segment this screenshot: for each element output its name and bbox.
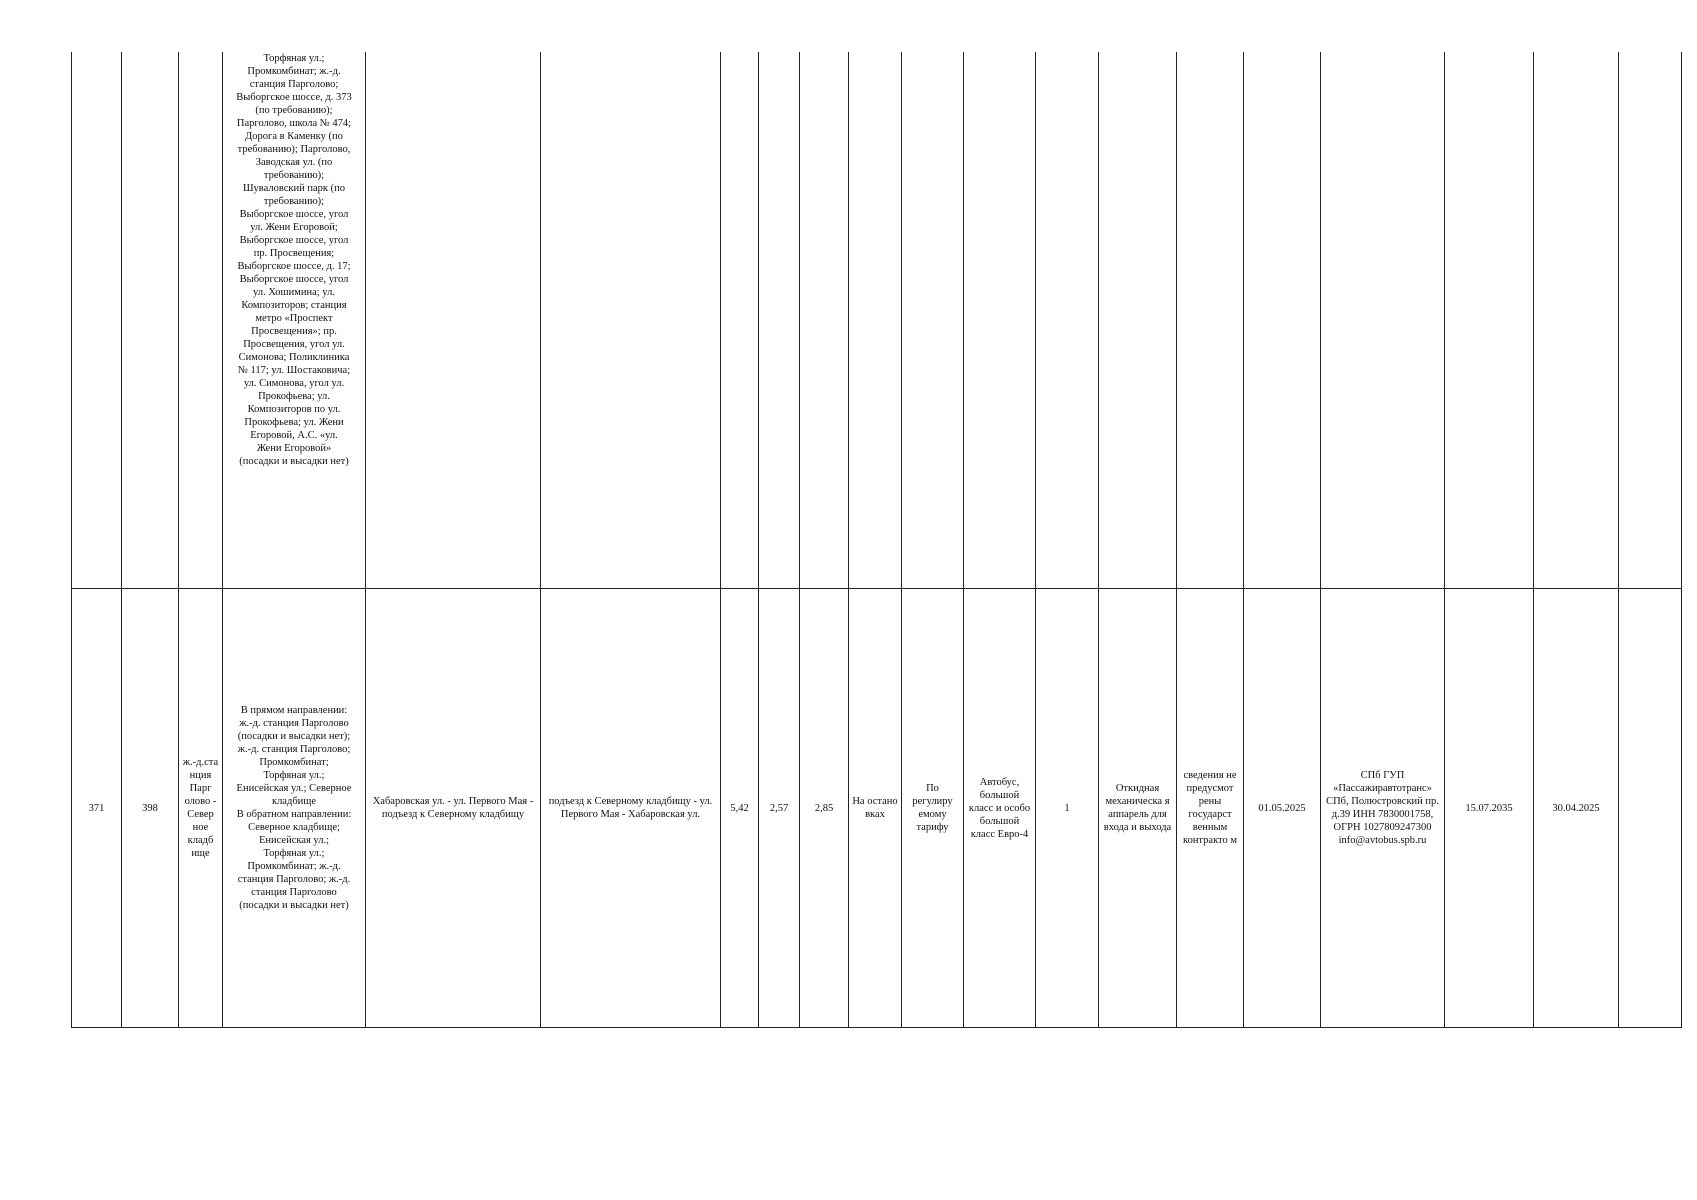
cell-length-back: 2,85	[800, 589, 849, 1028]
cell-vehicle	[964, 52, 1036, 589]
cell-change-date: 30.04.2025	[1534, 589, 1619, 1028]
cell-tariff	[902, 52, 964, 589]
cell-route-no: 398	[122, 589, 179, 1028]
cell-change-date	[1534, 52, 1619, 589]
cell-streets-forward	[366, 52, 541, 589]
cell-vehicle: Автобус, большой класс и особо большой класс Евро-4	[964, 589, 1036, 1028]
cell-route-name	[179, 52, 223, 589]
cell-stop-order	[849, 52, 902, 589]
cell-route-name: ж.-д.ста нция Парг олово - Север ное кладб ище	[179, 589, 223, 1028]
cell-door: Откидная механическа я аппарель для входа и выхода	[1099, 589, 1177, 1028]
cell-length-back	[800, 52, 849, 589]
cell-route-no	[122, 52, 179, 589]
cell-no: 371	[72, 589, 122, 1028]
cell-door	[1099, 52, 1177, 589]
cell-length-total	[721, 52, 759, 589]
cell-carrier: СПб ГУП «Пассажиравтотранс» СПб, Полюстровский пр. д.39 ИНН 7830001758, ОГРН 1027809247300 info@avtobus.spb.ru	[1321, 589, 1445, 1028]
cell-length-total: 5,42	[721, 589, 759, 1028]
cell-end-date: 15.07.2035	[1445, 589, 1534, 1028]
cell-extra	[1619, 52, 1682, 589]
cell-streets-forward: Хабаровская ул. - ул. Первого Мая - подъезд к Северному кладбищу	[366, 589, 541, 1028]
cell-contract	[1177, 52, 1244, 589]
cell-start-date: 01.05.2025	[1244, 589, 1321, 1028]
cell-no	[72, 52, 122, 589]
cell-end-date	[1445, 52, 1534, 589]
cell-length-forward: 2,57	[759, 589, 800, 1028]
cell-length-forward	[759, 52, 800, 589]
table-row	[72, 589, 1682, 1028]
cell-streets-back: подъезд к Северному кладбищу - ул. Первого Мая - Хабаровская ул.	[541, 589, 721, 1028]
cell-count	[1036, 52, 1099, 589]
cell-stop-order: На остано вках	[849, 589, 902, 1028]
cell-streets-back	[541, 52, 721, 589]
cell-stops: Торфяная ул.; Промкомбинат; ж.-д. станция Парголово; Выборгское шоссе, д. 373 (по требованию); Парголово, школа № 474; Дорога в Каменку (по требованию); Парголово, Заводская ул. (по требованию); Шуваловский парк (по требованию); Выборгское шоссе, угол ул. Жени Егоровой; Выборгское шоссе, угол пр. Просвещения; Выборгское шоссе, д. 17; Выборгское шоссе, угол ул. Хошимина; ул. Композиторов; станция метро «Проспект Просвещения»; пр. Просвещения, угол ул. Симонова; Поликлиника № 117; ул. Шостаковича; ул. Симонова, угол ул. Прокофьева; ул. Композиторов по ул. Прокофьева; ул. Жени Егоровой, А.С. «ул. Жени Егоровой» (посадки и высадки нет)	[223, 52, 366, 589]
cell-stops: В прямом направлении: ж.-д. станция Парголово (посадки и высадки нет); ж.-д. станция Парголово; Промкомбинат; Торфяная ул.; Енисейская ул.; Северное кладбище В обратном направлении: Северное кладбище; Енисейская ул.; Торфяная ул.; Промкомбинат; ж.-д. станция Парголово; ж.-д. станция Парголово (посадки и высадки нет)	[223, 589, 366, 1028]
cell-count: 1	[1036, 589, 1099, 1028]
cell-extra	[1619, 589, 1682, 1028]
cell-tariff: По регулиру емому тарифу	[902, 589, 964, 1028]
table-row	[72, 52, 1682, 589]
cell-contract: сведения не предусмот рены государст венным контракто м	[1177, 589, 1244, 1028]
cell-carrier	[1321, 52, 1445, 589]
cell-start-date	[1244, 52, 1321, 589]
routes-table	[71, 52, 1682, 1028]
